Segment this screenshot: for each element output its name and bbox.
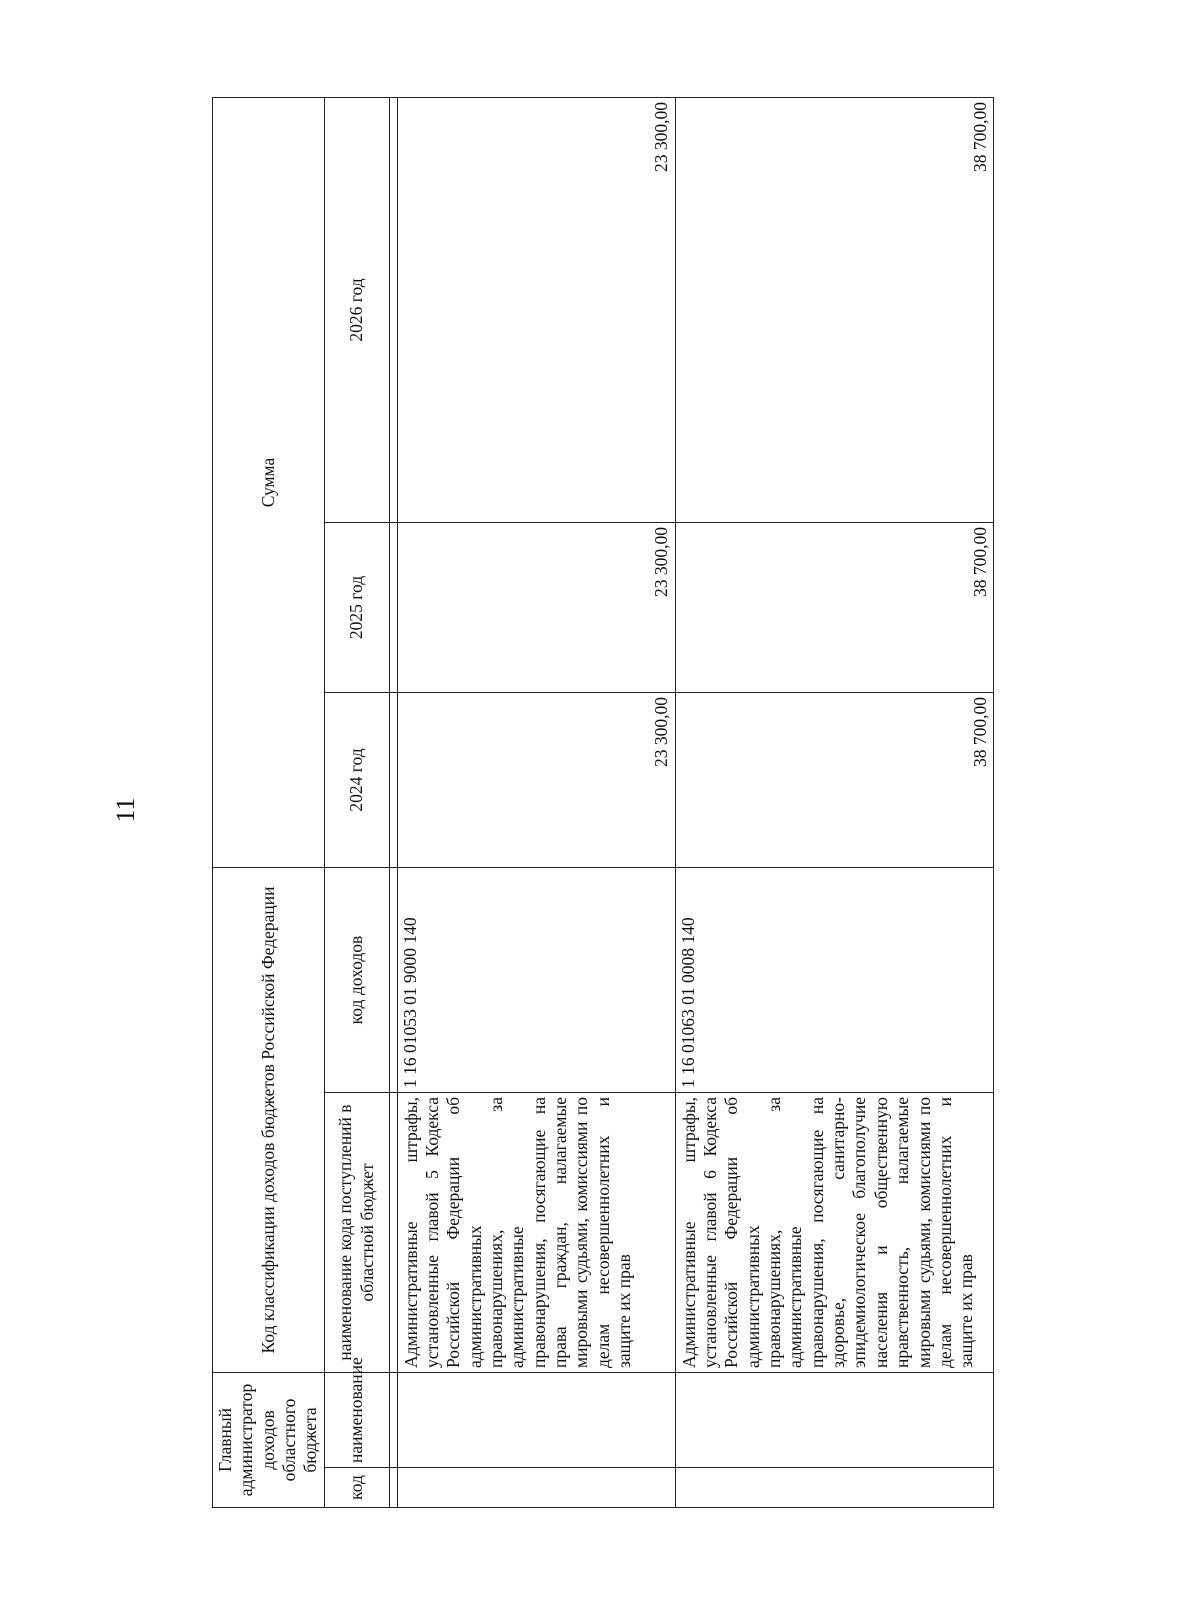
cell-admin-name: [397, 1373, 675, 1468]
cell-income-code: 1 16 01063 01 0008 140: [675, 868, 993, 1093]
cell-income-name: Административные штрафы, установленные главой 5 Кодекса Российской Федерации об административных правонарушениях, за административные правонарушения, посягающие на права граждан, налагаемые мировыми судьями, комиссиями по делам несовершеннолетних и защите их прав: [397, 1093, 675, 1373]
cell-income-name: Административные штрафы, установленные главой 6 Кодекса Российской Федерации об административных правонарушениях, за административные правонарушения, посягающие на здоровье, санитарно-эпидемиологическое благополучие населения и общественную нравственность, налагаемые мировыми судьями, комиссиями по делам несовершеннолетних и защите их прав: [675, 1093, 993, 1373]
cell-2024: 23 300,00: [397, 693, 675, 868]
table-row: [397, 97, 675, 1507]
header-sum-group: Сумма: [213, 97, 325, 867]
header-classification-group: Код классификации доходов бюджетов Российской Федерации: [213, 868, 325, 1373]
table-row: [675, 97, 993, 1507]
cell-2026: 38 700,00: [675, 97, 993, 522]
cell-2025: 23 300,00: [397, 523, 675, 693]
cell-admin-code: [397, 1468, 675, 1508]
cell-income-code: 1 16 01053 01 9000 140: [397, 868, 675, 1093]
page-number: 11: [111, 797, 140, 823]
cell-admin-code: [675, 1468, 993, 1508]
income-table: [212, 97, 994, 1508]
header-col-income-name: наименование кода поступлений в областной бюджет: [324, 1093, 389, 1373]
header-admin-group: Главный администратор доходов областного бюджета: [213, 1373, 325, 1508]
header-row-top: [213, 97, 325, 1507]
rotated-table-container: [212, 98, 994, 1508]
header-col-name: наименование: [324, 1373, 389, 1468]
header-col-income-code: код доходов: [324, 868, 389, 1093]
header-col-2025: 2025 год: [324, 523, 389, 693]
header-spacer-row: [389, 97, 397, 1507]
cell-admin-name: [675, 1373, 993, 1468]
cell-2025: 38 700,00: [675, 523, 993, 693]
cell-2024: 38 700,00: [675, 693, 993, 868]
header-row-sub: [324, 97, 389, 1507]
header-col-2024: 2024 год: [324, 693, 389, 868]
header-col-code: код: [324, 1468, 389, 1508]
header-col-2026: 2026 год: [324, 97, 389, 522]
cell-2026: 23 300,00: [397, 97, 675, 522]
